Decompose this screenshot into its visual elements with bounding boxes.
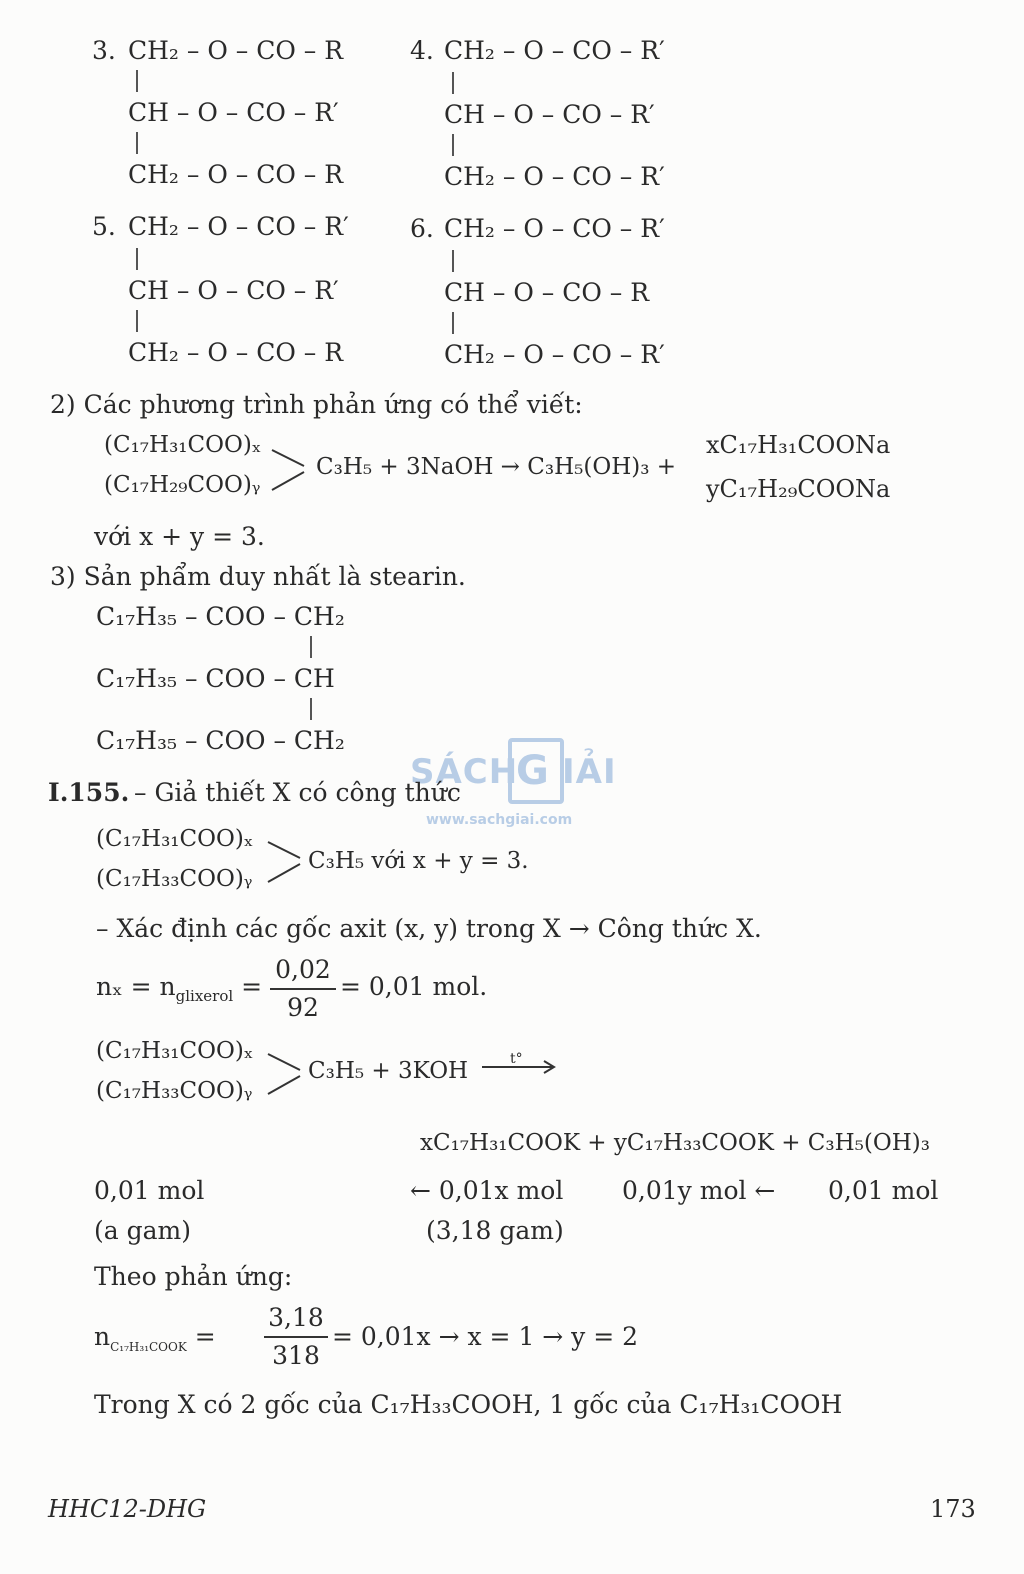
bracket-connector [268, 1052, 304, 1096]
stearin-row-2: C₁₇H₃₅ – COO – CH [96, 664, 335, 693]
isomer-6-number: 6. [410, 214, 434, 243]
formula-right: C₃H₅ với x + y = 3. [308, 848, 529, 874]
watermark-text: SÁCH [410, 752, 519, 792]
bond-line [452, 72, 454, 94]
part-2-equation: C₃H₅ + 3NaOH → C₃H₅(OH)₃ + [316, 454, 677, 480]
isomer-4-row-1: CH₂ – O – CO – R′ [444, 36, 665, 65]
isomer-6-row-3: CH₂ – O – CO – R′ [444, 340, 665, 369]
bond-line [136, 70, 138, 92]
fraction-bar [270, 988, 336, 990]
watermark-url: www.sachgiai.com [426, 812, 573, 828]
isomer-5-row-2: CH – O – CO – R′ [128, 276, 339, 305]
footer-code: HHC12-DHG [48, 1495, 207, 1523]
isomer-3-number: 3. [92, 36, 116, 65]
part-2-reactant-bottom: (C₁₇H₂₉COO)ᵧ [104, 472, 261, 498]
isomer-6-row-2: CH – O – CO – R [444, 278, 650, 307]
isomer-6-row-1: CH₂ – O – CO – R′ [444, 214, 665, 243]
bracket-connector [268, 840, 304, 884]
mass-reactant: (a gam) [94, 1216, 191, 1245]
arrow-icon [482, 1060, 558, 1074]
n-lhs: $n_{C_{17}H_{31}COOK}$ = [94, 1322, 216, 1354]
part-2-reactant-top: (C₁₇H₃₁COO)ₓ [104, 432, 262, 458]
reaction-products: xC₁₇H₃₁COOK + yC₁₇H₃₃COOK + C₃H₅(OH)₃ [420, 1130, 930, 1156]
part-2-product-top: xC₁₇H₃₁COONa [706, 431, 891, 459]
bond-line [310, 636, 312, 658]
formula-top: (C₁₇H₃₁COO)ₓ [96, 826, 254, 852]
part-2-heading: 2) Các phương trình phản ứng có thể viết: [50, 390, 583, 419]
reaction-top: (C₁₇H₃₁COO)ₓ [96, 1038, 254, 1064]
page-number: 173 [930, 1495, 976, 1523]
reaction-right: C₃H₅ + 3KOH [308, 1058, 469, 1084]
reaction-condition: t° [510, 1051, 523, 1067]
mol-reactant: 0,01 mol [94, 1176, 205, 1205]
n-denominator: 318 [272, 1341, 320, 1370]
n-rhs: = 0,01x → x = 1 → y = 2 [332, 1322, 639, 1351]
mass-product: (3,18 gam) [426, 1216, 564, 1245]
mol-glycerol: 0,01 mol [828, 1176, 939, 1205]
problem-intro: – Giả thiết X có công thức [134, 778, 461, 807]
isomer-3-row-2: CH – O – CO – R′ [128, 98, 339, 127]
bond-line [136, 248, 138, 270]
part-2-product-bottom: yC₁₇H₂₉COONa [706, 475, 891, 503]
reaction-bottom: (C₁₇H₃₃COO)ᵧ [96, 1078, 253, 1104]
step-text: – Xác định các gốc axit (x, y) trong X → Công thức X. [96, 914, 762, 943]
problem-number: I.155. [48, 778, 130, 807]
bracket-connector [272, 448, 308, 492]
watermark-text-right: IẢI [562, 752, 617, 792]
bond-line [136, 132, 138, 154]
formula-bottom: (C₁₇H₃₃COO)ᵧ [96, 866, 253, 892]
part-2-condition: với x + y = 3. [94, 522, 265, 551]
isomer-5-number: 5. [92, 212, 116, 241]
conclusion: Trong X có 2 gốc của C₁₇H₃₃COOH, 1 gốc của C₁₇H₃₁COOH [94, 1390, 843, 1419]
nx-rhs: = 0,01 mol. [340, 972, 488, 1001]
watermark-logo-letter: G [516, 748, 550, 794]
nx-numerator: 0,02 [275, 955, 331, 984]
fraction-bar [264, 1336, 328, 1338]
bond-line [452, 134, 454, 156]
bond-line [310, 698, 312, 720]
bond-line [452, 312, 454, 334]
part-3-heading: 3) Sản phẩm duy nhất là stearin. [50, 562, 466, 591]
stearin-row-1: C₁₇H₃₅ – COO – CH₂ [96, 602, 345, 631]
nx-lhs: $n_x = n_{glixerol}$ = [96, 972, 263, 1005]
theo-label: Theo phản ứng: [94, 1262, 293, 1291]
mol-product-1: ← 0,01x mol [410, 1176, 564, 1205]
mol-product-2: 0,01y mol ← [622, 1176, 776, 1205]
bond-line [136, 310, 138, 332]
nx-fraction [270, 954, 336, 1024]
n-numerator: 3,18 [268, 1303, 324, 1332]
nx-denominator: 92 [287, 993, 319, 1022]
isomer-4-number: 4. [410, 36, 434, 65]
bond-line [452, 250, 454, 272]
isomer-4-row-2: CH – O – CO – R′ [444, 100, 655, 129]
isomer-5-row-1: CH₂ – O – CO – R′ [128, 212, 349, 241]
isomer-3-row-3: CH₂ – O – CO – R [128, 160, 344, 189]
isomer-3-row-1: CH₂ – O – CO – R [128, 36, 344, 65]
n-fraction [264, 1302, 328, 1372]
isomer-5-row-3: CH₂ – O – CO – R [128, 338, 344, 367]
isomer-4-row-3: CH₂ – O – CO – R′ [444, 162, 665, 191]
stearin-row-3: C₁₇H₃₅ – COO – CH₂ [96, 726, 345, 755]
